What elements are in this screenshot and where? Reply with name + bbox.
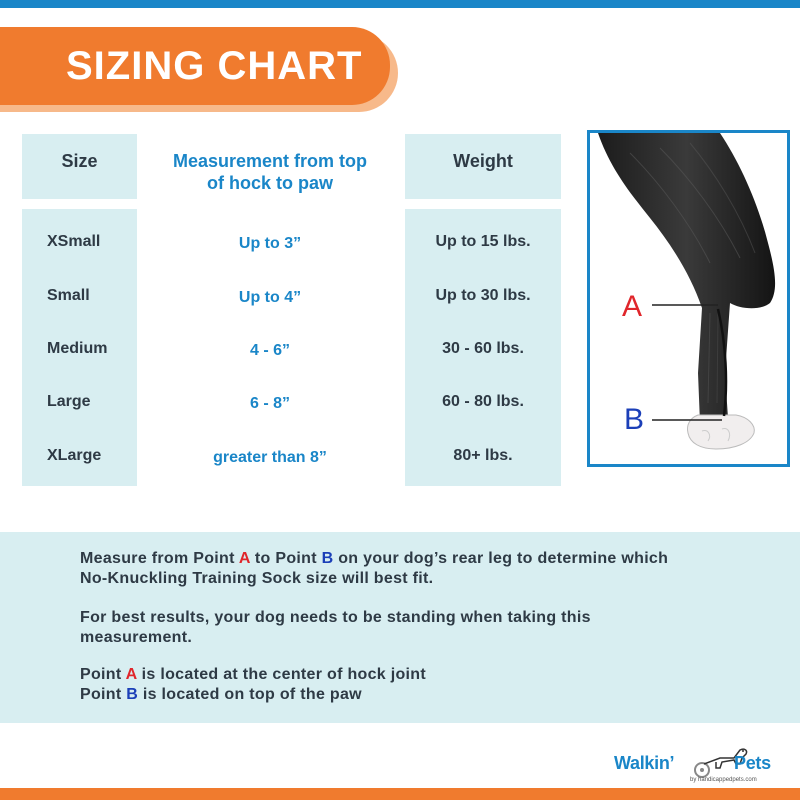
instruction-line-4: measurement. — [80, 629, 193, 646]
top-accent-bar — [0, 0, 800, 8]
table-row-weight: Up to 30 lbs. — [435, 287, 531, 304]
instruction-line-5 — [80, 665, 426, 685]
size-header: Size — [61, 151, 98, 171]
point-a-mark: A — [238, 550, 251, 567]
instruction-text: to Point — [250, 550, 322, 567]
point-b-mark: B — [321, 550, 334, 567]
logo-wordmark — [614, 752, 771, 774]
logo-subtitle: by handicappedpets.com — [690, 777, 757, 783]
walkin-pets-logo — [614, 744, 784, 786]
dog-leg-illustration — [590, 133, 787, 464]
instruction-text: is located at the center of hock joint — [136, 666, 427, 683]
table-row-measurement: greater than 8” — [213, 449, 327, 466]
table-row-weight: 30 - 60 lbs. — [442, 340, 524, 357]
instruction-line-2: No-Knuckling Training Sock size will best fit. — [80, 570, 434, 587]
page-title: SIZING CHART — [66, 44, 363, 88]
table-row-measurement: Up to 3” — [238, 235, 302, 252]
instruction-text: Point — [80, 666, 126, 683]
instructions-panel — [0, 532, 800, 723]
instruction-text: Measure from Point — [80, 550, 239, 567]
point-b-label: B — [624, 403, 645, 436]
table-row-size: XSmall — [47, 233, 101, 250]
leg-measurement-figure — [587, 130, 790, 467]
table-row-size: Small — [47, 287, 90, 304]
weight-header: Weight — [453, 151, 513, 171]
instruction-text: Point — [80, 686, 127, 703]
instruction-line-1 — [80, 549, 668, 569]
table-row-measurement: 6 - 8” — [249, 395, 290, 412]
instruction-text: on your dog’s rear leg to determine which — [333, 550, 669, 567]
table-row-size: Medium — [47, 340, 108, 357]
point-a-mark: A — [125, 666, 137, 683]
instruction-line-6 — [80, 685, 362, 705]
table-row-weight: 80+ lbs. — [453, 447, 513, 464]
table-row-measurement: Up to 4” — [238, 289, 302, 306]
table-row-weight: Up to 15 lbs. — [435, 233, 531, 250]
measurement-header-line1: Measurement from top — [172, 151, 368, 171]
instruction-line-3: For best results, your dog needs to be standing when taking this — [80, 609, 591, 626]
measurement-header-line2: of hock to paw — [207, 173, 333, 193]
logo-word-pets: Pets — [734, 753, 771, 773]
table-row-weight: 60 - 80 lbs. — [442, 393, 524, 410]
logo-word-walkin: Walkin’ — [614, 753, 675, 773]
table-row-size: Large — [47, 393, 91, 410]
table-row-measurement: 4 - 6” — [249, 342, 290, 359]
instruction-text: is located on top of the paw — [138, 686, 362, 703]
table-row-size: XLarge — [47, 447, 102, 464]
bottom-accent-bar — [0, 788, 800, 800]
point-b-mark: B — [126, 686, 139, 703]
point-a-label: A — [622, 290, 643, 323]
